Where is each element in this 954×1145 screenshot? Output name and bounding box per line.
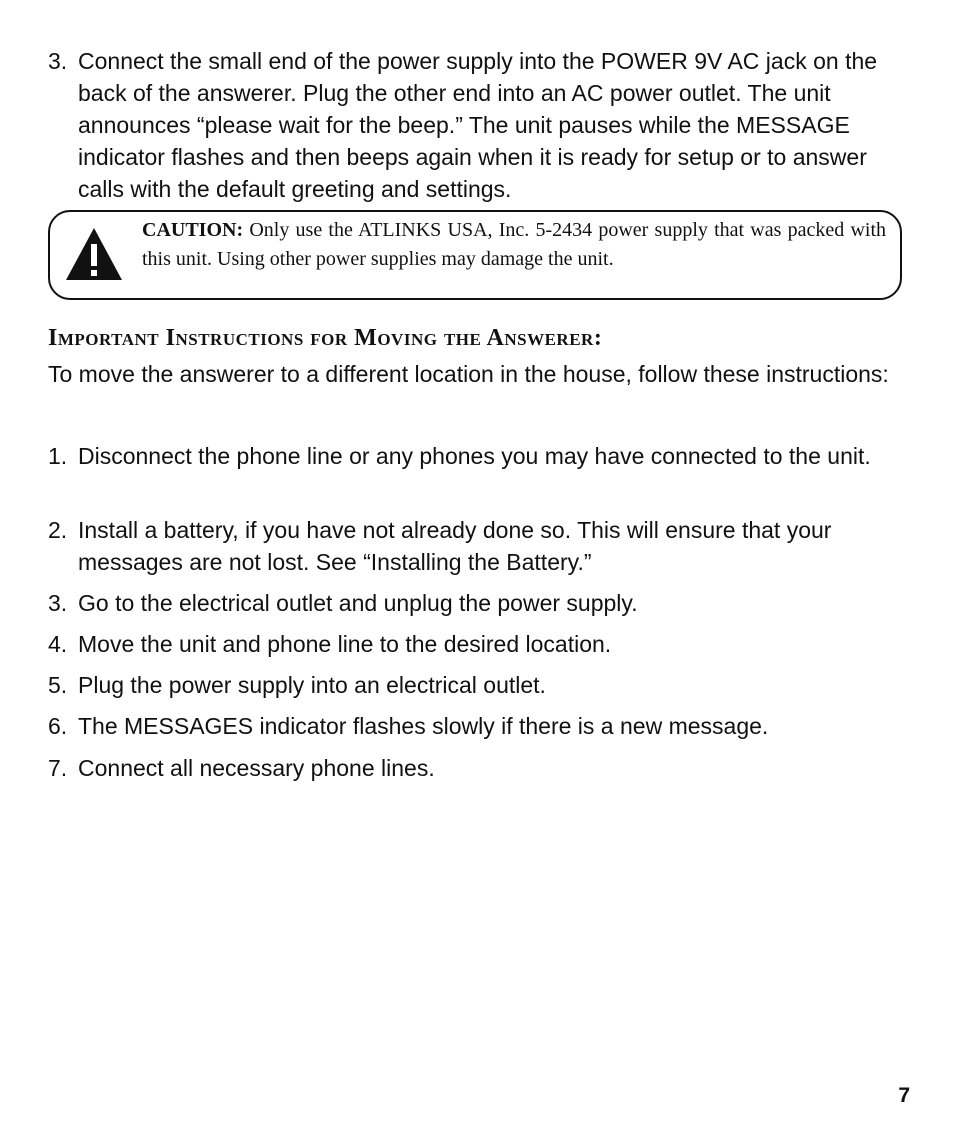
warning-triangle-icon — [64, 226, 124, 282]
section-heading: Important Instructions for Moving the Answerer: — [48, 325, 603, 351]
moving-step-3 — [48, 587, 918, 619]
step-text: Disconnect the phone line or any phones you may have connected to the unit. — [78, 443, 871, 469]
step-number: 5. — [48, 672, 68, 698]
step-number: 1. — [48, 443, 68, 469]
moving-step-7 — [48, 752, 918, 784]
page-number: 7 — [898, 1084, 910, 1107]
step-text: Move the unit and phone line to the desired location. — [78, 631, 612, 657]
step-text: Plug the power supply into an electrical outlet. — [78, 672, 546, 698]
step-text: The MESSAGES indicator flashes slowly if there is a new message. — [78, 713, 769, 739]
moving-step-4 — [48, 628, 918, 660]
caution-box — [48, 210, 902, 300]
caution-label: CAUTION: — [142, 219, 244, 241]
step-text: Install a battery, if you have not already done so. This will ensure that your messages are not lost. See “Installing the Battery.” — [78, 517, 832, 575]
step-number: 3. — [48, 590, 68, 616]
step-number: 6. — [48, 713, 68, 739]
step-text: Connect the small end of the power supply into the POWER 9V AC jack on the back of the answerer. Plug the other end into an AC power outlet. The unit announces “please wait for the beep.” The unit pauses while the MESSAGE indicator flashes and then beeps again when it is ready for setup or to answer calls with the default greeting and settings. — [78, 48, 878, 202]
section-intro: To move the answerer to a different location in the house, follow these instructions: — [48, 361, 889, 387]
moving-step-1 — [48, 440, 918, 472]
moving-step-2 — [48, 514, 918, 578]
moving-step-6 — [48, 710, 918, 742]
setup-step-3 — [48, 45, 918, 205]
step-number: 4. — [48, 631, 68, 657]
step-text: Go to the electrical outlet and unplug the power supply. — [78, 590, 638, 616]
caution-message: Only use the ATLINKS USA, Inc. 5-2434 power supply that was packed with this unit. Using other power supplies may damage the unit. — [142, 219, 886, 270]
moving-step-5 — [48, 669, 918, 701]
step-number: 2. — [48, 517, 68, 543]
step-text: Connect all necessary phone lines. — [78, 755, 435, 781]
step-number: 7. — [48, 755, 68, 781]
step-number: 3. — [48, 48, 68, 74]
caution-text-block — [142, 216, 886, 274]
